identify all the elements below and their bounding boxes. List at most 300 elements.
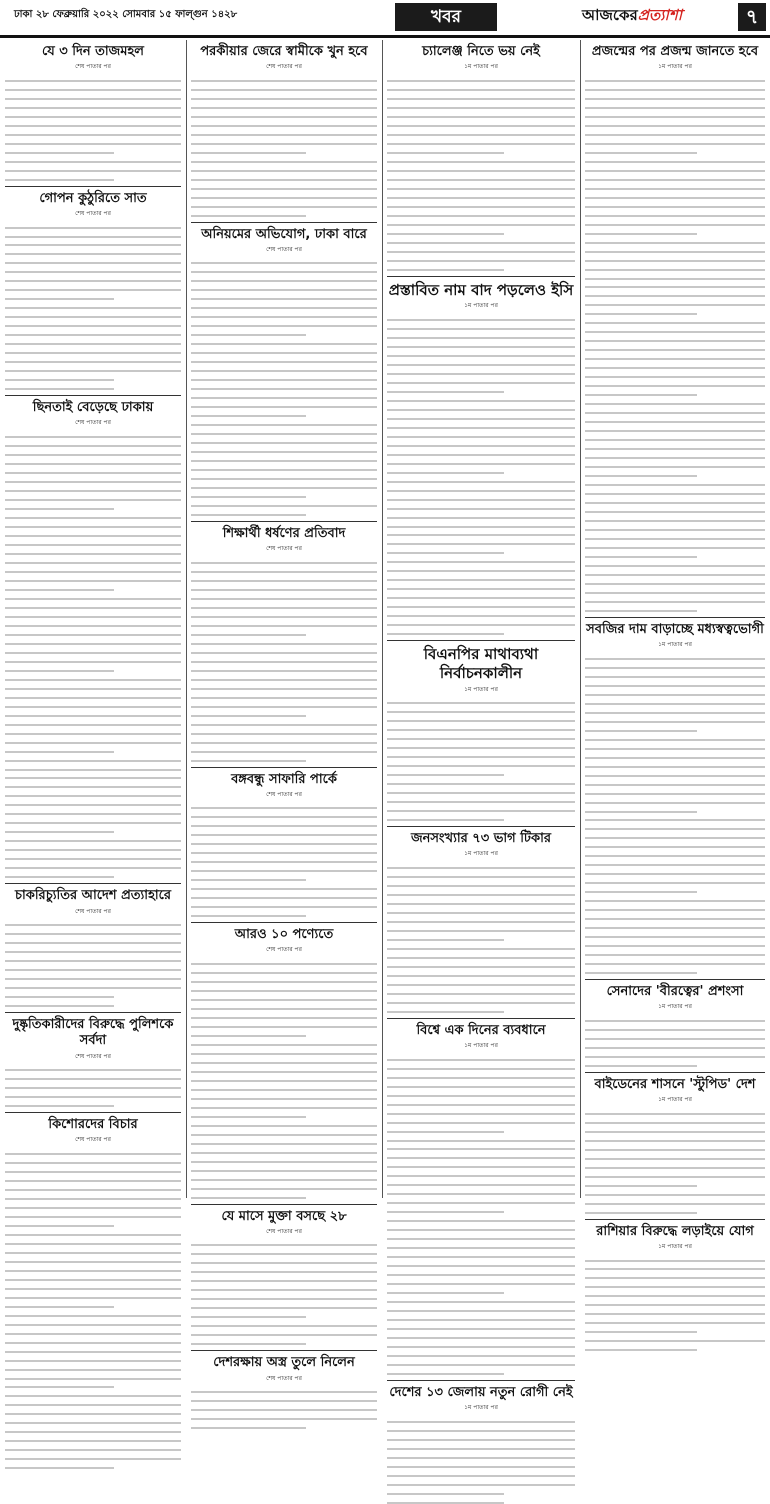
text-line: [585, 1170, 765, 1178]
text-line: [5, 74, 181, 82]
text-line: [387, 164, 575, 172]
text-line: [585, 904, 765, 912]
text-line: [191, 736, 377, 744]
text-line: [191, 481, 377, 489]
text-line: [5, 430, 181, 438]
news-story: [5, 400, 181, 878]
text-line: [191, 200, 377, 208]
text-line: [585, 497, 765, 505]
story-headline: গোপন কুঠুরিতে সাত: [39, 190, 147, 206]
text-line: [585, 443, 765, 451]
text-line: [585, 688, 765, 696]
text-line: [191, 993, 377, 1001]
text-line: [5, 862, 181, 870]
text-line: [191, 802, 377, 810]
text-line: [585, 922, 765, 930]
story-body: [387, 861, 575, 1012]
text-line: [191, 892, 377, 900]
text-line: [191, 155, 377, 163]
story-jump-line: ১ম পাতার পর: [658, 1003, 692, 1011]
text-line: [387, 137, 575, 145]
text-line: [5, 520, 181, 528]
text-line: [585, 715, 765, 723]
text-line: [387, 358, 575, 366]
text-line: [191, 637, 377, 645]
text-line: [191, 508, 306, 516]
text-line: [5, 763, 181, 771]
text-line: [585, 1299, 765, 1307]
text-line: [5, 565, 181, 573]
story-body: [5, 1147, 181, 1469]
text-line: [585, 1335, 765, 1343]
text-line: [5, 137, 181, 145]
page-number: ৭: [738, 3, 766, 31]
story-body: [5, 221, 181, 390]
story-headline: সবজির দাম বাড়াচ্ছে মধ্যস্বত্বভোগী: [586, 621, 764, 637]
text-line: [5, 946, 181, 954]
text-line: [387, 466, 504, 474]
text-line: [191, 1284, 377, 1292]
text-line: [585, 398, 765, 406]
text-line: [5, 1336, 181, 1344]
text-line: [387, 1098, 575, 1106]
text-line: [585, 1263, 765, 1271]
text-line: [585, 679, 765, 687]
text-line: [387, 254, 575, 262]
news-story: [387, 44, 575, 271]
text-line: [5, 257, 181, 265]
text-line: [191, 610, 377, 618]
text-line: [5, 164, 181, 172]
text-line: [585, 380, 765, 388]
news-story: [585, 44, 765, 612]
text-line: [191, 966, 377, 974]
text-line: [191, 356, 377, 364]
story-jump-line: ১ম পাতার পর: [464, 1404, 498, 1412]
story-divider: [191, 1350, 377, 1351]
text-line: [191, 1020, 377, 1028]
text-line: [191, 1311, 306, 1319]
story-jump-line: শেষ পাতার পর: [75, 419, 111, 427]
text-line: [585, 101, 765, 109]
text-line: [5, 311, 181, 319]
text-line: [5, 1318, 181, 1326]
text-line: [5, 646, 181, 654]
text-line: [5, 853, 181, 861]
text-line: [5, 981, 181, 989]
text-line: [585, 967, 697, 975]
story-body: [387, 697, 575, 821]
text-line: [585, 859, 765, 867]
text-line: [191, 1065, 377, 1073]
text-line: [5, 1282, 181, 1290]
text-line: [585, 362, 765, 370]
story-body: [191, 1386, 377, 1430]
text-line: [387, 146, 504, 154]
text-line: [191, 1395, 377, 1403]
story-jump-line: ১ম পাতার পর: [658, 1242, 692, 1250]
text-line: [585, 326, 765, 334]
text-line: [585, 128, 765, 136]
text-line: [585, 452, 765, 460]
text-line: [585, 137, 765, 145]
text-line: [191, 883, 377, 891]
news-story: [5, 44, 181, 181]
text-line: [191, 1002, 377, 1010]
text-line: [191, 401, 377, 409]
text-line: [387, 385, 504, 393]
text-line: [5, 347, 181, 355]
text-line: [5, 529, 181, 537]
text-line: [191, 128, 377, 136]
text-line: [387, 1278, 575, 1286]
text-line: [191, 1412, 377, 1420]
text-line: [585, 886, 697, 894]
text-line: [191, 1128, 377, 1136]
text-line: [191, 1338, 306, 1346]
text-line: [585, 110, 765, 118]
story-jump-line: ১ম পাতার পর: [464, 1042, 498, 1050]
text-line: [191, 1110, 306, 1118]
text-line: [387, 331, 575, 339]
text-line: [5, 1462, 114, 1470]
text-line: [387, 888, 575, 896]
text-line: [387, 83, 575, 91]
news-story: [585, 622, 765, 974]
text-line: [191, 1083, 377, 1091]
text-line: [387, 1460, 575, 1468]
text-line: [5, 700, 181, 708]
text-line: [585, 958, 765, 966]
story-body: [585, 1014, 765, 1067]
text-line: [5, 1354, 181, 1362]
text-line: [387, 1296, 575, 1304]
text-line: [191, 1248, 377, 1256]
story-body: [585, 74, 765, 612]
text-line: [585, 200, 765, 208]
text-line: [585, 317, 765, 325]
text-line: [387, 520, 575, 528]
text-line: [5, 619, 181, 627]
text-line: [191, 1011, 377, 1019]
story-divider: [585, 979, 765, 980]
text-line: [5, 1246, 181, 1254]
story-jump-line: ১ম পাতার পর: [464, 302, 498, 310]
text-line: [387, 861, 575, 869]
text-line: [191, 682, 377, 690]
text-line: [191, 1320, 377, 1328]
text-line: [191, 1239, 377, 1247]
text-line: [585, 805, 697, 813]
text-line: [191, 628, 306, 636]
text-line: [5, 583, 114, 591]
text-line: [5, 1183, 181, 1191]
text-line: [5, 1064, 181, 1072]
story-divider: [387, 826, 575, 827]
text-line: [5, 266, 181, 274]
story-jump-line: শেষ পাতার পর: [266, 790, 302, 798]
text-line: [585, 254, 765, 262]
text-line: [5, 511, 181, 519]
text-line: [585, 661, 765, 669]
text-line: [387, 1314, 575, 1322]
text-line: [5, 1210, 181, 1218]
story-body: [191, 74, 377, 216]
text-line: [387, 1143, 575, 1151]
text-line: [387, 1134, 575, 1142]
column-divider: [186, 40, 187, 1198]
text-line: [5, 1417, 181, 1425]
text-line: [585, 913, 765, 921]
text-line: [191, 820, 377, 828]
story-body: [191, 556, 377, 761]
text-line: [387, 628, 504, 636]
text-line: [387, 1442, 575, 1450]
text-line: [191, 419, 377, 427]
story-divider: [191, 1204, 377, 1205]
text-line: [585, 182, 765, 190]
text-line: [387, 1451, 575, 1459]
text-line: [585, 83, 765, 91]
story-divider: [585, 1219, 765, 1220]
text-line: [191, 745, 377, 753]
masthead-rule: [0, 35, 770, 38]
text-line: [191, 856, 377, 864]
text-line: [585, 559, 765, 567]
story-body: [585, 1107, 765, 1213]
story-headline: বাইডেনের শাসনে 'স্টুপিড' দেশ: [594, 1076, 756, 1092]
text-line: [387, 1433, 575, 1441]
text-line: [191, 1275, 377, 1283]
text-line: [585, 281, 765, 289]
text-line: [5, 101, 181, 109]
text-line: [387, 751, 575, 759]
text-line: [5, 826, 114, 834]
text-line: [5, 972, 181, 980]
text-line: [5, 1363, 181, 1371]
text-line: [387, 769, 504, 777]
text-line: [387, 1224, 575, 1232]
news-story: [191, 526, 377, 762]
text-line: [5, 1081, 181, 1089]
text-line: [585, 778, 765, 786]
text-line: [5, 1201, 181, 1209]
story-jump-line: শেষ পাতার পর: [75, 1136, 111, 1144]
text-line: [191, 173, 377, 181]
text-line: [191, 302, 377, 310]
text-line: [585, 299, 765, 307]
text-line: [387, 313, 575, 321]
news-story: [5, 1017, 181, 1107]
text-line: [585, 1344, 697, 1352]
text-line: [191, 975, 377, 983]
text-line: [191, 556, 377, 564]
text-line: [387, 493, 575, 501]
text-line: [5, 1390, 181, 1398]
text-line: [585, 697, 765, 705]
text-line: [5, 1408, 181, 1416]
text-line: [5, 955, 181, 963]
news-story: [387, 645, 575, 821]
text-line: [5, 484, 181, 492]
text-line: [191, 1404, 377, 1412]
text-line: [5, 745, 114, 753]
text-line: [5, 475, 181, 483]
text-line: [5, 502, 114, 510]
text-line: [5, 92, 181, 100]
story-body: [585, 652, 765, 974]
text-line: [585, 541, 765, 549]
text-line: [387, 778, 575, 786]
logo-part2: প্রত্যাশা: [637, 6, 683, 24]
text-line: [585, 514, 765, 522]
text-line: [5, 1090, 181, 1098]
text-line: [191, 410, 306, 418]
text-line: [585, 461, 765, 469]
text-line: [585, 796, 765, 804]
text-line: [191, 182, 377, 190]
story-headline: দেশের ১৩ জেলায় নতুন রোগী নেই: [389, 1385, 573, 1401]
text-line: [387, 796, 575, 804]
text-line: [585, 506, 765, 514]
text-line: [191, 320, 377, 328]
story-headline: যে মাসে মুক্তা বসছে ২৮: [221, 1208, 347, 1224]
story-jump-line: শেষ পাতার পর: [266, 946, 302, 954]
text-line: [191, 574, 377, 582]
text-line: [191, 209, 306, 217]
news-story: [191, 227, 377, 516]
text-line: [585, 1116, 765, 1124]
text-line: [191, 284, 377, 292]
text-line: [387, 1179, 575, 1187]
text-line: [5, 547, 181, 555]
text-line: [5, 1444, 181, 1452]
text-line: [191, 338, 377, 346]
text-line: [5, 128, 181, 136]
text-line: [387, 1152, 575, 1160]
text-line: [387, 724, 575, 732]
news-story: [585, 1077, 765, 1214]
text-line: [585, 353, 765, 361]
text-line: [585, 173, 765, 181]
story-divider: [5, 186, 181, 187]
text-line: [387, 529, 575, 537]
text-line: [5, 709, 181, 717]
text-line: [5, 1147, 181, 1155]
text-line: [585, 523, 765, 531]
story-headline: বিশ্বে এক দিনের ব্যবধানে: [416, 1022, 546, 1038]
text-line: [585, 191, 765, 199]
story-jump-line: শেষ পাতার পর: [266, 545, 302, 553]
text-line: [585, 1134, 765, 1142]
text-line: [191, 164, 377, 172]
text-line: [387, 547, 504, 555]
text-line: [387, 969, 575, 977]
text-line: [5, 637, 181, 645]
text-line: [585, 371, 765, 379]
news-story: [191, 44, 377, 217]
news-story: [387, 281, 575, 636]
text-line: [387, 340, 575, 348]
story-headline: কিশোরদের বিচার: [48, 1117, 138, 1133]
text-line: [191, 691, 377, 699]
text-line: [585, 1179, 697, 1187]
text-line: [585, 1014, 765, 1022]
text-line: [387, 1080, 575, 1088]
story-headline: অনিয়মের অভিযোগ, ঢাকা বারে: [201, 226, 367, 242]
text-line: [387, 996, 575, 1004]
text-line: [5, 356, 181, 364]
text-line: [5, 230, 181, 238]
text-line: [5, 1219, 114, 1227]
text-line: [585, 1125, 765, 1133]
text-line: [5, 664, 114, 672]
story-headline: আরও ১০ পণ্যেতে: [234, 927, 334, 943]
story-headline: চাকরিচ্যুতির আদেশ প্রত্যাহারে: [14, 888, 172, 904]
text-line: [191, 1329, 377, 1337]
text-line: [585, 751, 765, 759]
text-line: [5, 610, 181, 618]
text-line: [387, 1260, 575, 1268]
text-line: [191, 137, 377, 145]
text-line: [585, 1317, 765, 1325]
text-line: [387, 430, 575, 438]
story-body: [191, 257, 377, 516]
text-line: [585, 236, 765, 244]
text-line: [585, 308, 697, 316]
text-line: [387, 1125, 504, 1133]
text-line: [387, 376, 575, 384]
text-line: [387, 1350, 575, 1358]
text-line: [191, 1056, 377, 1064]
text-line: [387, 706, 575, 714]
text-line: [585, 652, 765, 660]
text-line: [585, 895, 765, 903]
text-line: [191, 146, 306, 154]
text-line: [585, 742, 765, 750]
text-line: [191, 329, 306, 337]
text-line: [387, 457, 575, 465]
text-line: [5, 781, 181, 789]
text-line: [191, 1386, 377, 1394]
text-line: [585, 1272, 765, 1280]
text-line: [585, 769, 765, 777]
text-line: [585, 1023, 765, 1031]
story-divider: [387, 1018, 575, 1019]
text-line: [387, 1251, 575, 1259]
text-line: [191, 83, 377, 91]
text-line: [5, 1099, 114, 1107]
column-1: [5, 40, 181, 1198]
text-line: [387, 1341, 575, 1349]
text-line: [191, 655, 377, 663]
text-line: [585, 416, 765, 424]
text-line: [5, 284, 181, 292]
story-divider: [585, 1072, 765, 1073]
text-line: [585, 1326, 697, 1334]
text-line: [387, 511, 575, 519]
text-line: [387, 1233, 575, 1241]
text-line: [191, 1266, 377, 1274]
text-line: [387, 101, 575, 109]
text-line: [191, 1302, 377, 1310]
text-line: [387, 1478, 575, 1486]
text-line: [5, 302, 181, 310]
text-line: [5, 293, 114, 301]
story-jump-line: শেষ পাতার পর: [75, 1052, 111, 1060]
text-line: [387, 227, 504, 235]
text-line: [5, 1264, 181, 1272]
